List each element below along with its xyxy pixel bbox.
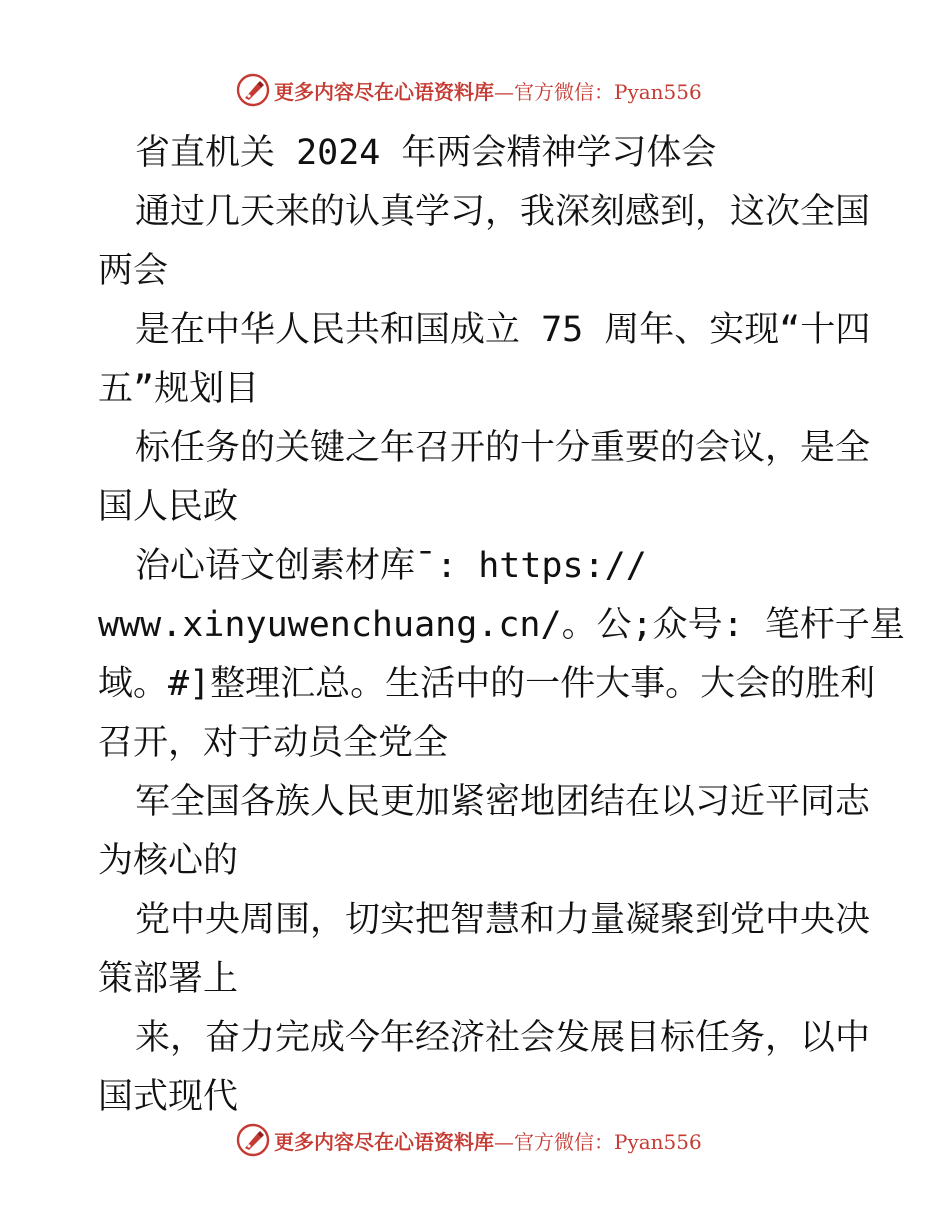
banner-slogan: 更多内容尽在心语资料库	[274, 79, 494, 104]
paragraph-line: 治心语文创素材库¯: https://	[135, 546, 647, 586]
paragraph-line: 是在中华人民共和国成立 75 周年、实现“十四	[135, 310, 871, 350]
paragraph-line: 军全国各族人民更加紧密地团结在以习近平同志	[135, 782, 871, 822]
paragraph-line: 党中央周围，切实把智慧和力量凝聚到党中央决	[135, 900, 871, 940]
document-body	[98, 124, 905, 1127]
banner-slogan: 更多内容尽在心语资料库	[274, 1129, 494, 1154]
paragraph-line: 域。#]整理汇总。生活中的一件大事。大会的胜利	[98, 664, 876, 704]
document-title: 省直机关 2024 年两会精神学习体会	[135, 133, 717, 173]
banner-dash: —	[494, 79, 514, 104]
pen-nib-logo-icon	[236, 73, 270, 107]
pen-nib-logo-icon	[236, 1123, 270, 1157]
paragraph-line: 通过几天来的认真学习，我深刻感到，这次全国	[135, 192, 871, 232]
paragraph-line: 国式现代	[98, 1077, 239, 1117]
paragraph-line: 来，奋力完成今年经济社会发展目标任务，以中	[135, 1018, 871, 1058]
banner-text	[274, 1126, 702, 1155]
paragraph-line: 标任务的关键之年召开的十分重要的会议，是全	[135, 428, 871, 468]
banner-dash: —	[494, 1129, 514, 1154]
header-banner	[236, 72, 716, 108]
footer-banner	[236, 1122, 716, 1158]
paragraph-line: 为核心的	[98, 841, 239, 881]
paragraph-line: www.xinyuwenchuang.cn/。公;众号: 笔杆子星	[98, 605, 905, 645]
paragraph-line: 国人民政	[98, 487, 239, 527]
banner-text	[274, 76, 702, 105]
paragraph-line: 策部署上	[98, 959, 239, 999]
banner-wechat: 官方微信：Pyan556	[514, 79, 702, 104]
paragraph-line: 召开，对于动员全党全	[98, 723, 449, 763]
banner-wechat: 官方微信：Pyan556	[514, 1129, 702, 1154]
paragraph-line: 两会	[98, 251, 169, 291]
paragraph-line: 五”规划目	[98, 369, 260, 409]
